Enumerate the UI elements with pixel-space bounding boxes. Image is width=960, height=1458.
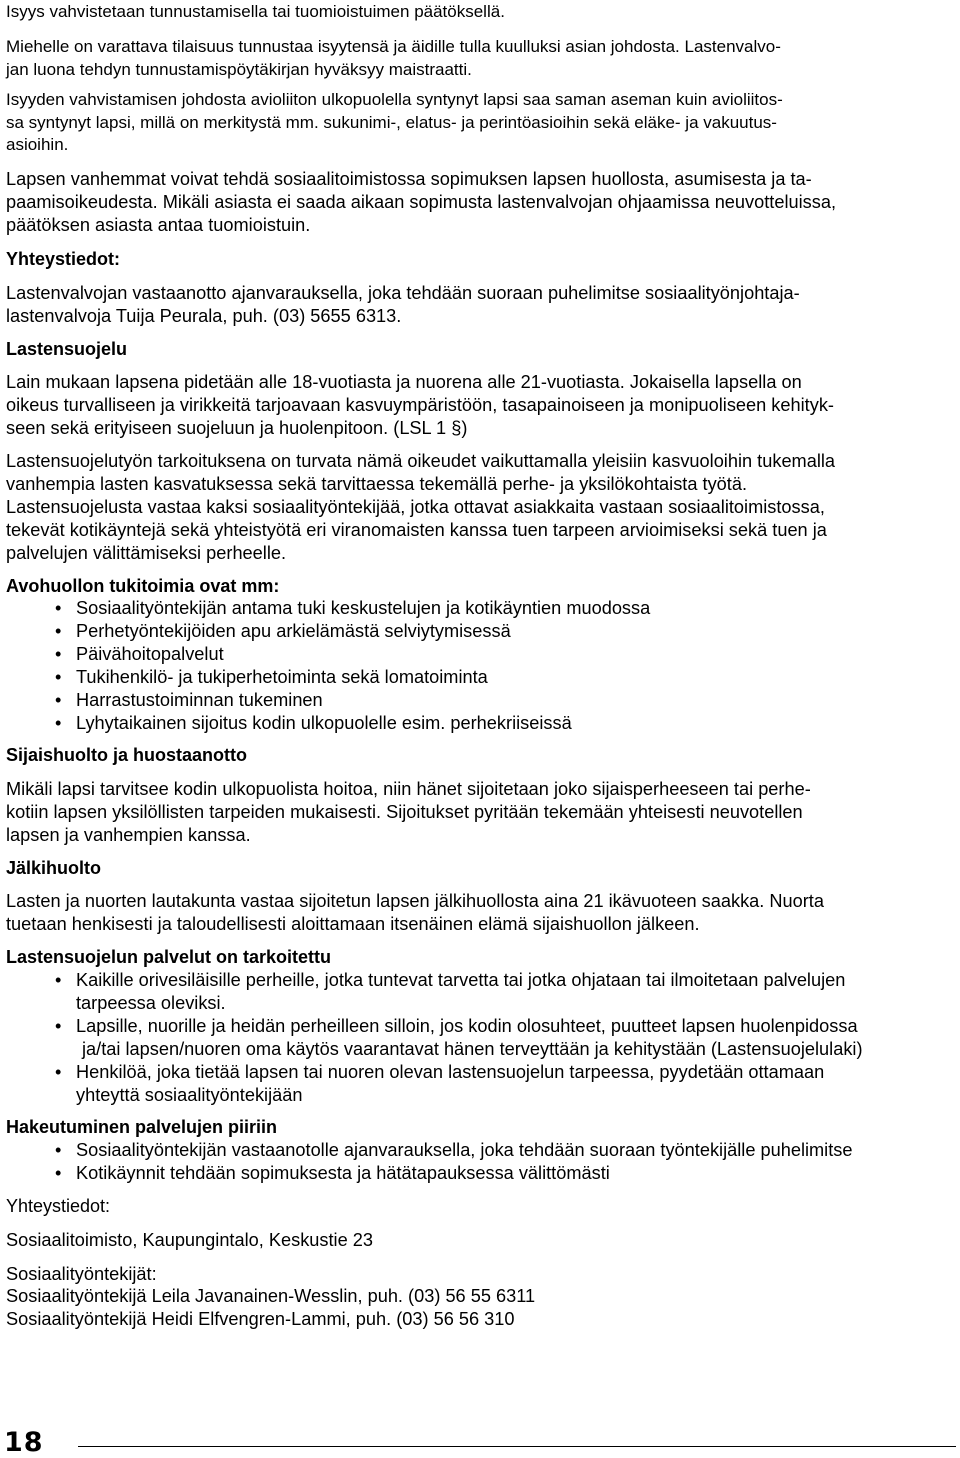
paragraph-huoltosopimus: Lapsen vanhemmat voivat tehdä sosiaalitoimistossa sopimuksen lapsen huollosta, asumisesta ja ta- paamisoikeudesta. Mikäli asiasta ei saada aikaan sopimusta lastenvalvojan ohjaamissa neuvotteluissa, päätöksen asiasta antaa tuomioistuin. xyxy=(6,169,837,235)
bullet-icon: • xyxy=(55,1062,62,1082)
workers-list xyxy=(6,1285,956,1331)
palvelut-list xyxy=(6,969,956,1107)
avohuolto-list xyxy=(6,597,956,735)
heading-sijaishuolto: Sijaishuolto ja huostaanotto xyxy=(6,745,248,765)
paragraph-lapsen-maaritelma: Lain mukaan lapsena pidetään alle 18-vuotiasta ja nuorena alle 21-vuotiasta. Jokaisella lapsella on oikeus turvalliseen ja virikkeitä tarjoavaan kasvuympäristöön, tasapainoiseen ja monipuoliseen kehityk- seen sekä erityiseen suojeluun ja huolenpitoon. (LSL 1 §) xyxy=(6,372,834,438)
hakeutuminen-list xyxy=(6,1139,956,1185)
bullet-icon: • xyxy=(55,1140,62,1160)
heading-palvelut: Lastensuojelun palvelut on tarkoitettu xyxy=(6,947,332,967)
paragraph-tunnustaminen: Miehelle on varattava tilaisuus tunnustaa isyytensä ja äidille tulla kuulluksi asian johdosta. Lastenvalvo- jan luona tehdyn tunnustamispöytäkirjan hyväksyy maistraatti. xyxy=(6,37,781,79)
paragraph-lastenvalvoja-contact: Lastenvalvojan vastaanotto ajanvarauksella, joka tehdään suoraan puhelimitse sosiaalityönjohtaja- lastenvalvoja Tuija Peurala, puh. (03) 5655 6313. xyxy=(6,283,800,326)
list-item: • Sosiaalityöntekijän antama tuki keskustelujen ja kotikäyntien muodossa xyxy=(55,598,651,618)
address-line: Sosiaalitoimisto, Kaupungintalo, Keskustie 23 xyxy=(6,1230,374,1250)
bullet-icon: • xyxy=(55,1016,62,1036)
footer-divider xyxy=(78,1446,956,1447)
bullet-icon: • xyxy=(55,690,62,710)
list-item: • Kotikäynnit tehdään sopimuksesta ja hätätapauksessa välittömästi xyxy=(55,1163,610,1183)
heading-lastensuojelu: Lastensuojelu xyxy=(6,339,128,359)
list-item: • Lyhytaikainen sijoitus kodin ulkopuolelle esim. perhekriiseissä xyxy=(55,713,572,733)
bullet-icon: • xyxy=(55,1163,62,1183)
list-item: • Harrastustoiminnan tukeminen xyxy=(55,690,323,710)
paragraph-lastensuojelutyo: Lastensuojelutyön tarkoituksena on turvata nämä oikeudet vaikuttamalla yleisiin kasvuoloihin tukemalla vanhempia lasten kasvatuksessa sekä tarvittaessa tekemällä perhe- ja yksilökohtaista työtä. Lastensuojelusta vastaa kaksi sosiaalityöntekijää, jotka ottavat asiakkaita vastaan sosiaalitoimistossa, tekevät kotikäyntejä sekä yhteistyötä eri viranomaisten kanssa tuen tarpeen arvioimiseksi sekä tuen ja palvelujen välittämiseksi perheelle. xyxy=(6,451,836,563)
heading-avohuolto: Avohuollon tukitoimia ovat mm: xyxy=(6,576,280,596)
paragraph-sijoitus: Mikäli lapsi tarvitsee kodin ulkopuolista hoitoa, niin hänet sijoitetaan joko sijaisperheeseen tai perhe- kotiin lapsen yksilöllisten tarpeiden mukaisesti. Sijoitukset pyritään tekemään yhteisesti neuvotellen lapsen ja vanhempien kanssa. xyxy=(6,779,811,845)
bullet-icon: • xyxy=(55,970,62,990)
paragraph-isyyden-vahvistaminen: Isyyden vahvistamisen johdosta avioliiton ulkopuolella syntynyt lapsi saa saman aseman kuin avioliitos- sa syntynyt lapsi, millä on merkitystä mm. sukunimi-, elatus- ja perintöasioihin sekä eläke- ja vakuutus- asioihin. xyxy=(6,90,783,154)
page-number: 18 xyxy=(4,1427,44,1458)
list-item: • Henkilöä, joka tietää lapsen tai nuoren olevan lastensuojelun tarpeessa, pyydetään ottamaan yhteyttä sosiaalityöntekijään xyxy=(55,1062,825,1105)
paragraph-jalkihuolto: Lasten ja nuorten lautakunta vastaa sijoitetun lapsen jälkihuollosta aina 21 ikävuoteen saakka. Nuorta tuetaan henkisesti ja taloudellisesti aloittamaan itsenäinen elämä sijaishuollon jälkeen. xyxy=(6,891,824,934)
list-item: • Perhetyöntekijöiden apu arkielämästä selviytymisessä xyxy=(55,621,511,641)
worker-contact: Sosiaalityöntekijä Heidi Elfvengren-Lammi, puh. (03) 56 56 310 xyxy=(6,1309,515,1329)
bullet-icon: • xyxy=(55,644,62,664)
list-item: • Tukihenkilö- ja tukiperhetoiminta sekä lomatoiminta xyxy=(55,667,488,687)
paragraph-isyys-vahvistetaan: Isyys vahvistetaan tunnustamisella tai tuomioistuimen päätöksellä. xyxy=(6,2,505,21)
list-item: • Sosiaalityöntekijän vastaanotolle ajanvarauksella, joka tehdään suoraan työntekijälle puhelimitse xyxy=(55,1140,853,1160)
bullet-icon: • xyxy=(55,598,62,618)
bullet-icon: • xyxy=(55,713,62,733)
list-item: • Päivähoitopalvelut xyxy=(55,644,224,664)
list-item: • Kaikille orivesiläisille perheille, jotka tuntevat tarvetta tai jotka ohjataan tai ilmoitetaan palvelujen tarpeessa oleviksi. xyxy=(55,970,846,1013)
bullet-icon: • xyxy=(55,621,62,641)
workers-heading: Sosiaalityöntekijät: xyxy=(6,1264,157,1284)
heading-hakeutuminen: Hakeutuminen palvelujen piiriin xyxy=(6,1117,278,1137)
heading-yhteystiedot-2: Yhteystiedot: xyxy=(6,1196,111,1216)
heading-yhteystiedot: Yhteystiedot: xyxy=(6,249,121,269)
heading-jalkihuolto: Jälkihuolto xyxy=(6,858,102,878)
worker-contact: Sosiaalityöntekijä Leila Javanainen-Wesslin, puh. (03) 56 55 6311 xyxy=(6,1286,536,1306)
bullet-icon: • xyxy=(55,667,62,687)
list-item: • Lapsille, nuorille ja heidän perheilleen silloin, jos kodin olosuhteet, puutteet lapsen huolenpidossa ja/tai lapsen/nuoren oma käytös vaarantavat hänen terveyttään ja kehitystään (Lastensuojelulaki) xyxy=(55,1016,863,1059)
